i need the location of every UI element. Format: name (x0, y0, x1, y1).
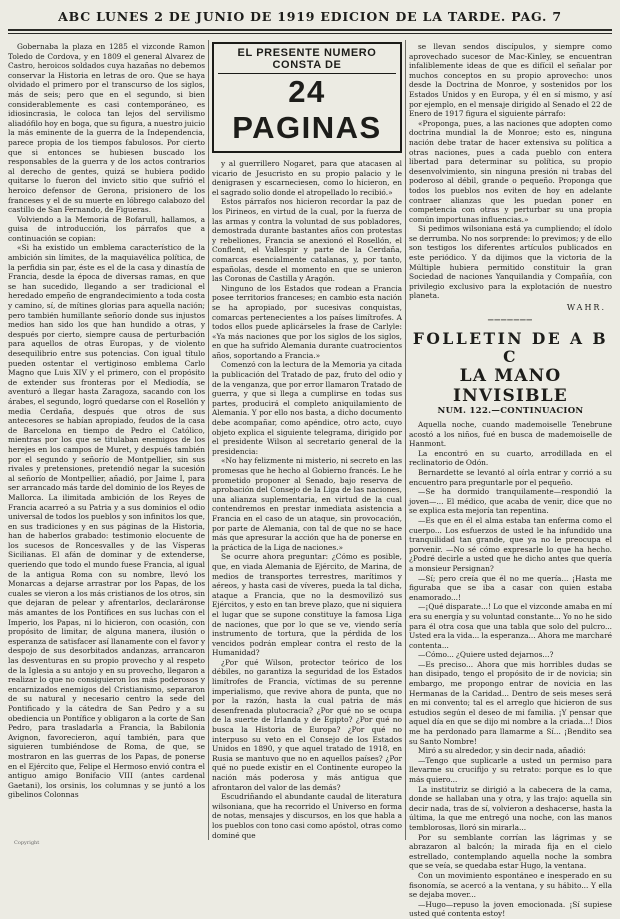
story-paragraph: —Cómo... ¿Quiere usted dejarnos...? (418, 650, 554, 660)
article-paragraph: Ninguno de los Estados que rodean a Francia posee territorios franceses; en cambio esta nación se ha apropiado, por sucesivas conquistas, comarcas pertenecientes a los países limítrofes. A todos ellos puede aplicárseles la frase de Carlyle: «Ya más naciones que por los siglos de los siglos, en que ha sufrido Alemania durante cuatrocientos años, soportando a Francia.» (212, 283, 402, 360)
article-paragraph: Comenzó con la lectura de la Memoria ya citada la publicación del Tratado de paz, fruto del odio y de la venganza, que por error llamaron Tratado de guerra, y que si llega a cumplirse en todas sus partes, producirá el completo aniquilamiento de Alemania. Y por ello nos basta, a dicho documento debe acompañar, como apéndice, otro acto, cuyo objeto explica el siguiente telegrama, dirigido por el presidente Wilson al secretario general de la presidencia: (212, 360, 402, 456)
article-signature: WAHR. (566, 303, 606, 313)
story-paragraph: Miró a su alrededor, y sin decir nada, añadió: (418, 746, 586, 756)
article-body (212, 159, 402, 840)
folletin-title: FOLLETIN DE A B C (412, 329, 609, 367)
story-paragraph: La encontró en su cuarto, arrodillada en el reclinatorio de Odón. (409, 448, 612, 468)
article-paragraph: y al guerrillero Nogaret, para que atacasen al vicario de Jesucristo en su propio palacio y le denigrasen y escarneciesen, como lo hicieron, en el sagrado solio donde el atropellado lo recibió.» (212, 159, 402, 197)
column-divider (208, 40, 209, 840)
article-paragraph: Se ocurre ahora preguntar: ¿Cómo es posible, que, en viada Alemania de Ejército, de Marina, de medios de transportes terrestres, marítimos y aéreos, y hasta casi de víveres, pueda la tal dicha, ataque a Francia, que no la desmovilizó sus Ejércitos, y esto en tan breve plazo, que ni siquiera el lugar que se supone constituye la famosa Liga de naciones, que por lo que se ve, viendo sería instrumento de tortura, que la pérdida de los vencidos podrán emplear contra el resto de la Humanidad? (212, 552, 402, 658)
banner-line-1: EL PRESENTE NUMERO CONSTA DE (218, 47, 396, 74)
column-2 (212, 42, 402, 842)
article-paragraph: se llevan sendos discípulos, y siempre como aprovechado sucesor de Mac-Kinley, se encuentran infaliblemente ideas de que es difícil el señalar por muchos conceptos en su propio aprovecho: unos desde la Doctrina de Monroe, y sostenidos por los Estados Unidos y en Europa, y él en sí mismo, y así por ejemplo, en el mensaje dirigido al Senado el 22 de Enero de 1917 figura el siguiente párrafo: (409, 42, 612, 119)
story-paragraph: Por su semblante corrían las lágrimas y se abrazaron al balcón; la mirada fija en el cielo estrellado, contemplando aquella noche la sombra que se veía, se quedaba estar Hugo, la ventana. (409, 832, 612, 871)
footer-mark: Copyright (14, 840, 40, 846)
header-rule (8, 29, 612, 31)
section-divider: ─────── (488, 316, 533, 327)
story-body (409, 420, 612, 919)
column-3 (409, 42, 612, 919)
story-paragraph: —Sí; pero creía que él no me quería... ¡Hasta me figuraba que se iba a casar con quien estaba enamorado...! (409, 573, 612, 602)
story-paragraph: —Hugo—repuso la joven emocionada. ¡Sí supiese usted qué contenta estoy! (409, 899, 612, 919)
story-paragraph: —¡Qué disparate...! Lo que el vizconde amaba en mí era su energía y su voluntad constante... Yo no he sido para él otra cosa que una tabla que solo del pulcro... Usted era la vida... la esperanza... Ahora me marcharé contenta... (409, 602, 612, 650)
story-paragraph: —Tengo que suplicarle a usted un permiso para llevarme su crucifijo y su retrato: porque es lo que más quiero... (409, 755, 612, 784)
story-paragraph: —Se ha dormido tranquilamente—respondió la joven—... El médico, que acaba de venir, dice que no se explica esta mejoría tan repentina. (409, 487, 612, 516)
header-rule-thin (8, 33, 612, 34)
story-paragraph: —Es que en él el alma estaba tan enferma como el cuerpo... Los esfuerzos de usted le ha infundido una tranquilidad tan grande, que ya no le preocupa el porvenir. —No sé cómo expresarle lo que ha hecho. ¿Podré decirle a usted que he dicho antes que quería a monsieur Persignan? (409, 515, 612, 573)
story-paragraph: Aquella noche, cuando mademoiselle Tenebrune acostó a los niños, fué en busca de mademoiselle de Hanmont. (409, 420, 612, 449)
article-paragraph: «Proponga, pues, a las naciones que adopten como doctrina mundial la de Monroe; esto es, ninguna nación debe tratar de hacer extensiva su política a otras naciones, pues a cada pueblo con entera libertad para determinar su política, su propio desenvolvimiento, sin ninguna presión ni trabas del poderoso al débil, grande o pequeño. Proponga que todos los pueblos nos eviten de hoy en adelante contraer alianzas que les puedan poner en competencia con otras y perturbar su una propia común importunas influencias.» (409, 118, 612, 224)
page-count-banner (212, 42, 402, 153)
article-paragraph: «No hay felizmente ni misterio, ni secreto en las promesas que he hecho al Gobierno francés. Le he prometido proponer al Senado, bajo reserva de aprobación del Consejo de la Liga de las naciones, una alianza suplementaria, en virtud de la cual contendremos en prestar inmediata asistencia a Francia en el caso de un ataque, sin provocación, por parte de Alemania, con tal de que no se hace más que apresurar la acción que ha de ponerse en la práctica de la Liga de naciones.» (212, 456, 402, 552)
article-paragraph: Si pedimos wilsoniana está ya cumpliendo; el ídolo se derrumba. No nos sorprende: lo previmos; y de ello son testigos los diferentes artículos publicados en este periódico. Y da dijimos que la victoria de la Múltiple hubiera permitido constituir la gran Sociedad de naciones Yanquilandia y Compañía, con privilegio exclusivo para la explotación de nuestro planeta. (409, 224, 612, 301)
article-paragraph: Estos párrafos nos hicieron recordar la paz de los Pirineos, en virtud de la cual, por la fuerza de las armas y contra la voluntad de sus pobladores, demostrada durante bastantes años con protestas y rebeliones, Francia se anexionó el Rosellón, el Conflent, el Vallespir y parte de la Cerdaña, comarcas esencialmente catalanas, y, por tanto, españolas, desde el momento en que se unieron las Coronas de Castilla y Aragón. (212, 197, 402, 284)
story-paragraph: La institutriz se dirigió a la cabecera de la cama, donde se hallaban una y otra, y las trajo: aquella sin decir nada, tras de sí, volvieron a deshacerse, hasta la última, la que me entregó una noche, con las manos temblorosas, lloró sin mirarla... (409, 784, 612, 832)
folletin-number: NUM. 122.—CONTINUACION (437, 406, 584, 417)
folletin-subtitle: LA MANO INVISIBLE (453, 366, 568, 407)
article-paragraph: «Si ha existido un emblema característico de la ambición sin límites, de la maquiavélica política, de la perfidia sin par, éste es el de la casa y dinastía de Francia, desde la época de diversas ramas, en que se han sucedido, llegando a ser tradicional el heredado empeño de engrandecimiento a toda costa y camino, sí, de mítines glorias para aquella nación; pero también humillante señorío donde sus injustos medios han sido los que han hundido a otras, y después por cierto, siempre causa de perturbación para aquellos de otras Europas, y de violento desequilibrio entre sus potencias. Con igual título pueden ostentar el vertiginoso emblema Carlo Magno que Luis XIV y el primero, con el propósito de extender sus fronteras por el Mediodía, se aventuró a llegar hasta Zaragoza, sacando con los árabes, el segundo, logró quedarse con el Rosellón y media Cerdaña, después que otros de sus antecesores se habían apropiado, feudos de la casa de Barcelona en tiempo de Pedro el Católico, mientras por los que se titulaban enemigos de los herejes en los campos de Muret, y después también por el segundo y señorío de Montpellier, sin sus rivales y pretensiones, pretendió negar la sucesión al señorío de Montpellier, añadió, por Jaime I, para ser arrancado más tarde del dominio de los Reyes de Mallorca. La ilimitada ambición de los Reyes de Francia acarreó a su Patria y a sus dominios el odio universal de todos los pueblos y son infinitos los que, en sus tradiciones y en sus páginas de la Historia, han de haberlos grabado: testimonio elocuente de los sucesos de Roncesvalles y de las Vísperas Sicilianas. El afán de dominar y de extenderse, queriendo que todo el mundo fuese Francia, al igual de la antigua Roma con su nombre, llevó los Monarcas a dejarse arrastrar por los Papas, de los cuales se vieron a los más cristianos de los otros, sin que dejaran de pelear y afrentarlos, declaráronse más amantes de los Pontífices en sus luchas con el Imperio, los Papas, ni lo hicieron, con ocasión, con propósito de limitar, de alguna manera, ilusión o esperanza de satisfacer así llanamente con el favor y despojo de sus desorbitados andanzas, arrancaron las desventuras en su propio provecho y al respeto de la Iglesia a su antojo y en su provecho, llegaron a realizar lo que no consiguieron los más poderosos y encarnizados enemigos del Cristianismo, separaron de su natural y necesario centro la sede del Pontificado y la cátedra de San Pedro y a su obediencia un Pontífice y obligaron a la corte de San Pedro, para trasladarla a Francia, la Babilonia Avignon, favorecieron, aquí también, para que siguieren tumbiéndose de Roma, de que, se mostraron en las guerras de los Papas, de ponerse en el Ejército que, Felipe el Hermoso envió contra el antiguo amigo Bonifacio VIII (antes cardenal Gaetani), los orsinis, los columnas y se juntó a los gibelinos Colonnas (8, 243, 205, 800)
page-header: ABC LUNES 2 DE JUNIO DE 1919 EDICION DE LA TARDE. PAG. 7 (58, 9, 562, 24)
article-paragraph: Volviendo a la Memoria de Bofarull, hallamos, a guisa de introducción, los párrafos que a continuación se copian: (8, 214, 205, 243)
column-1 (8, 42, 205, 842)
story-paragraph: Con un movimiento espontáneo e inesperado en su fisonomía, se acercó a la ventana, y su hábito... Y ella se dejaba mover... (409, 870, 612, 900)
article-paragraph: ¿Por qué Wilson, protector teórico de los débiles, no garantiza la seguridad de los Estados limítrofes de Francia, víctimas de su perenne imperialismo, que revive ahora de punta, que no por la razón, hasta la cual patria de más desenfrenada plutocracia? ¿Por qué no se ocupa de la suerte de Irlanda y de Egipto? ¿Por qué no busca la Historia de Europa? ¿Por qué no interpuso su veto en el Consejo de los Estados Unidos en 1890, y que aquel tratado de 1918, en Rusia se mantuvo que no en aquellos países? ¿Por qué no puede existir en el Continente europeo la nación más poderosa y más antigua que afrontaron del valor de las demás? (212, 657, 402, 792)
story-paragraph: Bernardette se levantó al oírla entrar y corrió a su encuentro para preguntarle por el pequeño. (409, 468, 612, 487)
banner-line-2: 24 PAGINAS (232, 74, 382, 145)
article-paragraph: Gobernaba la plaza en 1285 el vizconde Ramon Toledo de Cordova, y en 1809 el general Alvarez de Castro, heroicos soldados cuya hazañas no debemos conservar la Historia en letras de oro. Que se haya olvidado el primero por el transcurso de los siglos, más de seis; pero que en el segundo, si bien considerablemente es casi contemporáneo, es idiosincrasia, le coloca tan lejos del servilismo aliadófilo hoy en boga, que su figura, a nuestro juicio la más eminente de la guerra de la Independencia, parece propia de los tiempos fabulosos. Por cierto que si entonces se hubiesen buscado los responsables de la guerra y de los actos contrarios al derecho de gentes, quizá se hubiera podido quitarse lo fueron del invicto sitio que sufrió el heroico defensor de Gerona, prisionero de los franceses y el de su muerte en lóbrego calabozo del castillo de San Fernando, de Figueras. (8, 42, 205, 215)
article-paragraph: Escudriñando el abundante caudal de literatura wilsoniana, que ha recorrido el Universo en forma de notas, mensajes y discursos, en los que habla a los pueblos con tono casi como apóstol, otras como dominé que (212, 792, 402, 840)
story-paragraph: —Es preciso... Ahora que mis horribles dudas se han disipado, tengo el propósito de ir de novicia; sin embargo, me propongo entrar de novicia en las Hermanas de la Caridad... Dentro de seis meses será en mi convento; tal es el arreglo que hicieron de sus estudios según el deseo de mi familia. ¡Y pensar que aquel día en que se dijo mi nombre a la criada...! Dios me ha perdonado para llamarme a Sí... ¡Bendito sea su Santo Nombre! (409, 659, 612, 746)
column-divider (405, 40, 406, 840)
article-body (409, 42, 612, 301)
